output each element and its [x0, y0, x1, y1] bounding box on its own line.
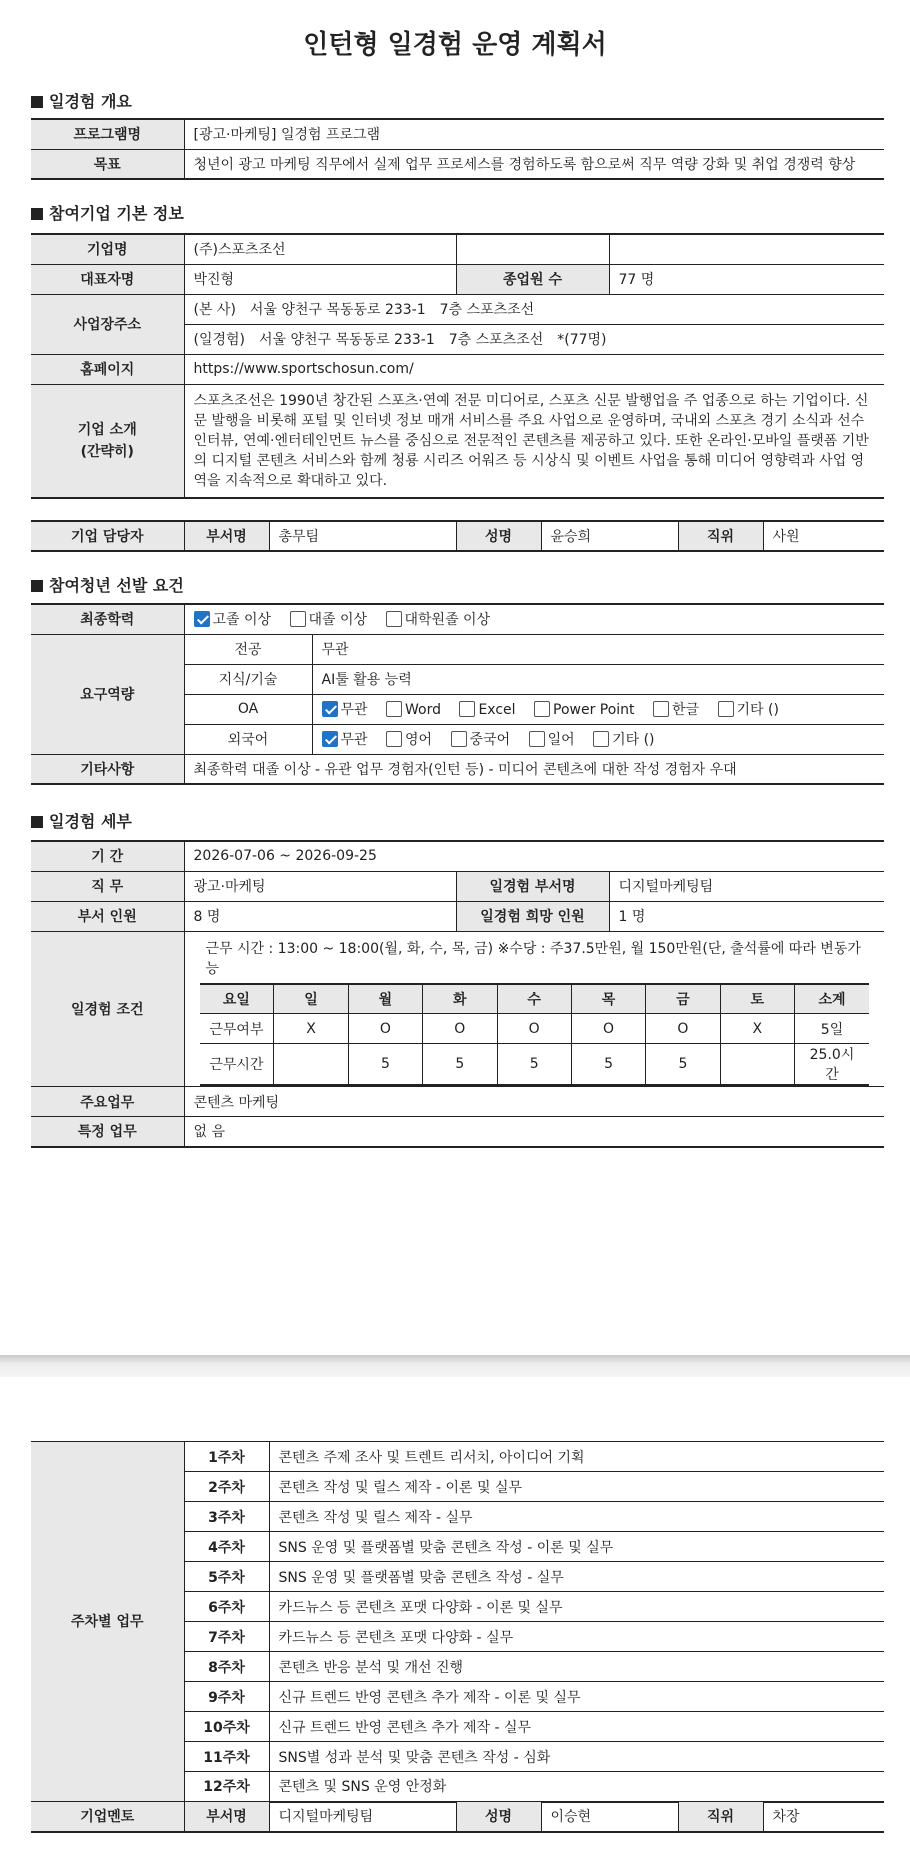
- oa-hangul-label: 한글: [672, 702, 700, 718]
- weekly-table: [31, 1441, 884, 1803]
- week-number: 9주차: [184, 1682, 269, 1712]
- oa-word-checkbox[interactable]: [386, 701, 402, 717]
- intro-label: [31, 384, 184, 498]
- goal-value: 청년이 광고 마케팅 직무에서 실제 업무 프로세스를 경험하도록 함으로써 직무 역량 강화 및 취업 경쟁력 향상: [184, 149, 884, 179]
- schedule-cell: X: [274, 1014, 348, 1044]
- week-task: 신규 트렌드 반영 콘텐츠 추가 제작 - 실무: [269, 1712, 884, 1742]
- week-number: 8주차: [184, 1652, 269, 1682]
- weekly-label: 주차별 업무: [31, 1442, 184, 1802]
- period-label: 기 간: [31, 841, 184, 871]
- week-task: 콘텐츠 반응 분석 및 개선 진행: [269, 1652, 884, 1682]
- lang-label: 외국어: [184, 724, 312, 754]
- contact-name-label: 성명: [456, 521, 541, 551]
- homepage-link[interactable]: https://www.sportschosun.com/: [184, 354, 884, 384]
- week-number: 10주차: [184, 1712, 269, 1742]
- week-number: 4주차: [184, 1532, 269, 1562]
- page-separator: [0, 1355, 910, 1377]
- empty-cell: [609, 234, 884, 264]
- schedule-cell: 5: [423, 1044, 497, 1086]
- contact-dept-value: 총무팀: [269, 521, 456, 551]
- lang-chinese-label: 중국어: [469, 732, 511, 748]
- schedule-cell: [274, 1044, 348, 1086]
- employees-label: 종업원 수: [456, 264, 609, 294]
- contact-table: [31, 520, 884, 552]
- week-number: 6주차: [184, 1592, 269, 1622]
- week-number: 12주차: [184, 1772, 269, 1802]
- job-label: 직 무: [31, 871, 184, 901]
- lang-options: [312, 724, 884, 754]
- schedule-header-row: [200, 984, 870, 1014]
- staff-label: 부서 인원: [31, 901, 184, 931]
- document-title: 인턴형 일경험 운영 계획서: [303, 30, 607, 60]
- oa-word-label: Word: [405, 702, 441, 718]
- lang-japanese-checkbox[interactable]: [529, 731, 545, 747]
- mentor-label: 기업멘토: [31, 1802, 184, 1832]
- wanted-value: 1 명: [609, 901, 884, 931]
- schedule-cell: O: [348, 1014, 422, 1044]
- week-task: 신규 트렌드 반영 콘텐츠 추가 제작 - 이론 및 실무: [269, 1682, 884, 1712]
- week-number: 3주차: [184, 1502, 269, 1532]
- lang-etc-checkbox[interactable]: [593, 731, 609, 747]
- week-task: 콘텐츠 주제 조사 및 트렌트 리서치, 아이디어 기획: [269, 1442, 884, 1472]
- oa-powerpoint-label: Power Point: [553, 702, 635, 718]
- company-table: [31, 233, 884, 499]
- schedule-cell: 5: [646, 1044, 720, 1086]
- mentor-dept-value: 디지털마케팅팀: [269, 1802, 456, 1832]
- schedule-header-cell: 수: [497, 984, 571, 1014]
- overview-table: [31, 118, 884, 180]
- schedule-cell: O: [423, 1014, 497, 1044]
- mentor-name-value: 이승현: [541, 1802, 678, 1832]
- schedule-cell: O: [497, 1014, 571, 1044]
- schedule-cell: [720, 1044, 794, 1086]
- contact-label: 기업 담당자: [31, 521, 184, 551]
- oa-any-label: 무관: [340, 702, 368, 718]
- schedule-cell: O: [571, 1014, 645, 1044]
- oa-powerpoint-checkbox[interactable]: [534, 701, 550, 717]
- oa-hangul-checkbox[interactable]: [653, 701, 669, 717]
- contact-name-value: 윤승희: [541, 521, 678, 551]
- program-value: [광고·마케팅] 일경험 프로그램: [184, 119, 884, 149]
- schedule-cell: 5: [348, 1044, 422, 1086]
- schedule-header-cell: 화: [423, 984, 497, 1014]
- schedule-cell: 5: [497, 1044, 571, 1086]
- week-task: SNS 운영 및 플랫폼별 맞춤 콘텐츠 작성 - 이론 및 실무: [269, 1532, 884, 1562]
- intro-label-line1: 기업 소개: [77, 421, 137, 438]
- job-value: 광고·마케팅: [184, 871, 456, 901]
- main-label: 주요업무: [31, 1087, 184, 1117]
- schedule-cell: 5일: [795, 1014, 870, 1044]
- schedule-cell: 25.0시간: [795, 1044, 870, 1086]
- oa-etc-label: 기타 (): [736, 702, 779, 718]
- edu-high-school-label: 고졸 이상: [212, 612, 272, 629]
- section-overview-heading: 일경험 개요: [31, 89, 132, 112]
- major-label: 전공: [184, 634, 312, 664]
- mentor-dept-label: 부서명: [184, 1802, 269, 1832]
- intro-label-line2: (간략히): [80, 443, 134, 460]
- major-value: 무관: [312, 634, 884, 664]
- week-number: 7주차: [184, 1622, 269, 1652]
- goal-label: 목표: [31, 149, 184, 179]
- edu-college-checkbox[interactable]: [290, 611, 306, 627]
- lang-chinese-checkbox[interactable]: [451, 731, 467, 747]
- week-task: 콘텐츠 작성 및 릴스 제작 - 실무: [269, 1502, 884, 1532]
- etc-value: 최종학력 대졸 이상 - 유관 업무 경험자(인턴 등) - 미디어 콘텐츠에 대한 작성 경험자 우대: [184, 754, 884, 784]
- oa-label: OA: [184, 694, 312, 724]
- section-detail-heading: 일경험 세부: [31, 809, 132, 832]
- cond-cell: [184, 931, 884, 1087]
- schedule-header-cell: 소계: [795, 984, 870, 1014]
- week-task: 콘텐츠 및 SNS 운영 안정화: [269, 1772, 884, 1802]
- edu-label: 최종학력: [31, 604, 184, 634]
- main-value: 콘텐츠 마케팅: [184, 1087, 884, 1117]
- week-task: 카드뉴스 등 콘텐츠 포맷 다양화 - 이론 및 실무: [269, 1592, 884, 1622]
- special-value: 없 음: [184, 1117, 884, 1147]
- schedule-cell: O: [646, 1014, 720, 1044]
- schedule-header-cell: 토: [720, 984, 794, 1014]
- mentor-position-value: 차장: [763, 1802, 884, 1832]
- oa-excel-checkbox[interactable]: [459, 701, 475, 717]
- oa-excel-label: Excel: [478, 702, 516, 718]
- company-name-label: 기업명: [31, 234, 184, 264]
- week-task: SNS별 성과 분석 및 맞춤 콘텐츠 작성 - 심화: [269, 1742, 884, 1772]
- schedule-header-cell: 일: [274, 984, 348, 1014]
- address-hq: (본 사) 서울 양천구 목동동로 233-1 7층 스포츠조선: [184, 294, 884, 324]
- dept-value: 디지털마케팅팀: [609, 871, 884, 901]
- schedule-table: [200, 983, 870, 1087]
- contact-position-label: 직위: [678, 521, 763, 551]
- schedule-header-cell: 요일: [200, 984, 274, 1014]
- mentor-position-label: 직위: [678, 1802, 763, 1832]
- edu-graduate-checkbox[interactable]: [386, 611, 402, 627]
- lang-etc-label: 기타 (): [612, 732, 655, 748]
- section-company-heading: 참여기업 기본 정보: [31, 201, 184, 224]
- skill-label: 지식/기술: [184, 664, 312, 694]
- address-label: 사업장주소: [31, 294, 184, 354]
- contact-position-value: 사원: [763, 521, 884, 551]
- requirements-table: [31, 603, 884, 785]
- schedule-cell: 근무여부: [200, 1014, 274, 1044]
- page-2: [0, 1377, 910, 1868]
- mentor-name-label: 성명: [456, 1802, 541, 1832]
- week-task: SNS 운영 및 플랫폼별 맞춤 콘텐츠 작성 - 실무: [269, 1562, 884, 1592]
- schedule-header-cell: 금: [646, 984, 720, 1014]
- dept-label: 일경험 부서명: [456, 871, 609, 901]
- schedule-work-row: [200, 1014, 870, 1044]
- schedule-cell: 5: [571, 1044, 645, 1086]
- lang-japanese-label: 일어: [547, 732, 575, 748]
- address-work: (일경험) 서울 양천구 목동동로 233-1 7층 스포츠조선 *(77명): [184, 324, 884, 354]
- intro-value: 스포츠조선은 1990년 창간된 스포츠·연예 전문 미디어로, 스포츠 신문 발행업을 주 업종으로 하는 기업이다. 신문 발행을 비롯해 포털 및 인터넷 정보 매개 서비스를 주요 사업으로 운영하며, 국내외 스포츠 경기 소식과 선수 인터뷰, 연예·엔터테인먼트 뉴스를 중심으로 전문적인 콘텐츠를 제공하고 있다. 또한 온라인·모바일 플랫폼 기반의 디지털 콘텐츠 서비스와 함께 청룡 시리즈 어워즈 등 시상식 및 이벤트 사업을 통해 미디어 영향력과 사업 영역을 지속적으로 확대하고 있다.: [184, 384, 884, 498]
- schedule-cell: 근무시간: [200, 1044, 274, 1086]
- lang-any-checkbox[interactable]: [322, 731, 338, 747]
- contact-dept-label: 부서명: [184, 521, 269, 551]
- period-value: 2026-07-06 ~ 2026-09-25: [184, 841, 884, 871]
- wanted-label: 일경험 희망 인원: [456, 901, 609, 931]
- staff-value: 8 명: [184, 901, 456, 931]
- oa-options: [312, 694, 884, 724]
- edu-college-label: 대졸 이상: [308, 612, 368, 629]
- oa-etc-checkbox[interactable]: [718, 701, 734, 717]
- competency-label: 요구역량: [31, 634, 184, 754]
- lang-any-label: 무관: [340, 732, 368, 748]
- empty-cell: [456, 234, 609, 264]
- work-note: 근무 시간 : 13:00 ~ 18:00(월, 화, 수, 목, 금) ※수당 : 주37.5만원, 월 150만원(단, 출석률에 따라 변동가능: [205, 940, 861, 977]
- etc-label: 기타사항: [31, 754, 184, 784]
- program-label: 프로그램명: [31, 119, 184, 149]
- homepage-label: 홈페이지: [31, 354, 184, 384]
- week-number: 5주차: [184, 1562, 269, 1592]
- week-task: 콘텐츠 작성 및 릴스 제작 - 이론 및 실무: [269, 1472, 884, 1502]
- lang-english-label: 영어: [405, 732, 433, 748]
- employees-value: 77 명: [609, 264, 884, 294]
- week-task: 카드뉴스 등 콘텐츠 포맷 다양화 - 실무: [269, 1622, 884, 1652]
- lang-english-checkbox[interactable]: [386, 731, 402, 747]
- edu-options: [184, 604, 884, 634]
- mentor-table: [31, 1801, 884, 1833]
- cond-label: 일경험 조건: [31, 931, 184, 1087]
- week-number: 11주차: [184, 1742, 269, 1772]
- detail-table: [31, 840, 884, 1148]
- ceo-label: 대표자명: [31, 264, 184, 294]
- schedule-cell: X: [720, 1014, 794, 1044]
- week-number: 2주차: [184, 1472, 269, 1502]
- company-name-value: (주)스포츠조선: [184, 234, 456, 264]
- week-number: 1주차: [184, 1442, 269, 1472]
- special-label: 특정 업무: [31, 1117, 184, 1147]
- schedule-hours-row: [200, 1044, 870, 1086]
- ceo-value: 박진형: [184, 264, 456, 294]
- skill-value: AI툴 활용 능력: [312, 664, 884, 694]
- edu-high-school-checkbox[interactable]: [194, 611, 210, 627]
- schedule-header-cell: 월: [348, 984, 422, 1014]
- section-requirements-heading: 참여청년 선발 요건: [31, 573, 184, 596]
- oa-any-checkbox[interactable]: [322, 701, 338, 717]
- schedule-header-cell: 목: [571, 984, 645, 1014]
- edu-graduate-label: 대학원졸 이상: [404, 612, 491, 629]
